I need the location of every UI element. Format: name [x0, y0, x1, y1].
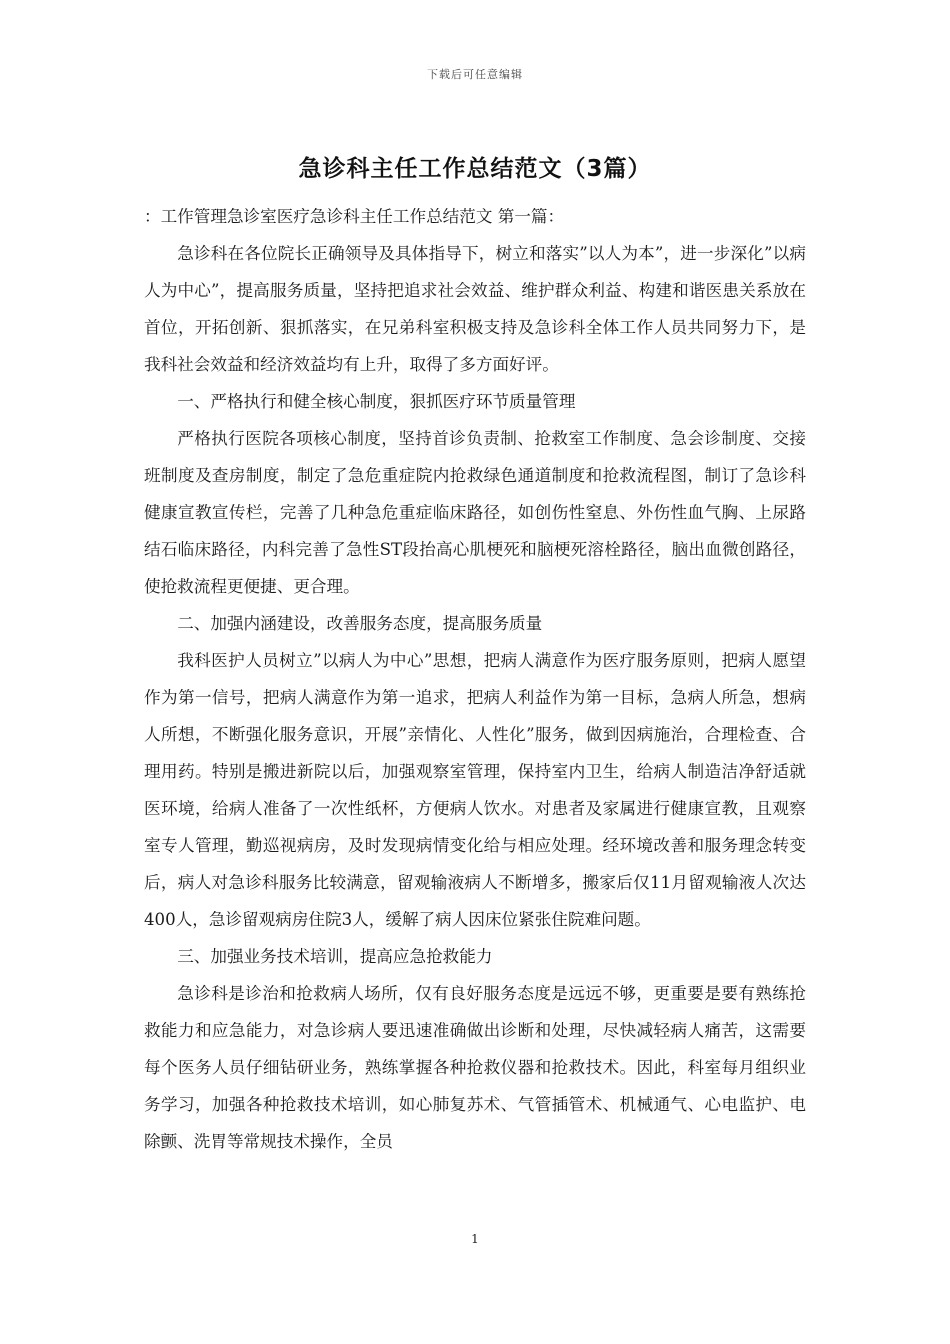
section-heading: 一、严格执行和健全核心制度，狠抓医疗环节质量管理: [177, 392, 576, 411]
page-number: 1: [471, 1232, 479, 1246]
document-body: [144, 198, 806, 1160]
document-title: 急诊科主任工作总结范文（3篇）: [298, 156, 652, 182]
body-paragraph: 急诊科是诊治和抢救病人场所，仅有良好服务态度是远远不够，更重要是要有熟练抢救能力和应急能力，对急诊病人要迅速准确做出诊断和处理，尽快减轻病人痛苦，这需要每个医务人员仔细钻研业务，熟练掌握各种抢救仪器和抢救技术。因此，科室每月组织业务学习，加强各种抢救技术培训，如心肺复苏术、气管插管术、机械通气、心电监护、电除颤、洗胃等常规技术操作，全员: [144, 984, 806, 1151]
section-heading: 三、加强业务技术培训，提高应急抢救能力: [177, 947, 493, 966]
body-paragraph: 我科医护人员树立”以病人为中心”思想，把病人满意作为医疗服务原则，把病人愿望作为第一信号，把病人满意作为第一追求，把病人利益作为第一目标，急病人所急，想病人所想，不断强化服务意识，开展”亲情化、人性化”服务，做到因病施治，合理检查、合理用药。特别是搬进新院以后，加强观察室管理，保持室内卫生，给病人制造洁净舒适就医环境，给病人准备了一次性纸杯，方便病人饮水。对患者及家属进行健康宣教，且观察室专人管理，勤巡视病房，及时发现病情变化给与相应处理。经环境改善和服务理念转变后，病人对急诊科服务比较满意，留观输液病人不断增多，搬家后仅11月留观输液人次达400人，急诊留观病房住院3人，缓解了病人因床位紧张住院难问题。: [144, 651, 806, 929]
body-paragraph: 急诊科在各位院长正确领导及具体指导下，树立和落实”以人为本”，进一步深化”以病人为中心”，提高服务质量，坚持把追求社会效益、维护群众利益、构建和谐医患关系放在首位，开拓创新、狠抓落实，在兄弟科室积极支持及急诊科全体工作人员共同努力下，是我科社会效益和经济效益均有上升，取得了多方面好评。: [144, 244, 806, 374]
body-paragraph: 严格执行医院各项核心制度，坚持首诊负责制、抢救室工作制度、急会诊制度、交接班制度及查房制度，制定了急危重症院内抢救绿色通道制度和抢救流程图，制订了急诊科健康宣教宣传栏，完善了几种急危重症临床路径，如创伤性窒息、外伤性血气胸、上尿路结石临床路径，内科完善了急性ST段抬高心肌梗死和脑梗死溶栓路径，脑出血微创路径，使抢救流程更便捷、更合理。: [144, 429, 806, 596]
header-note: 下载后可任意编辑: [427, 68, 523, 81]
intro-line: ：工作管理急诊室医疗急诊科主任工作总结范文 第一篇：: [144, 207, 565, 226]
section-heading: 二、加强内涵建设，改善服务态度，提高服务质量: [177, 614, 543, 633]
